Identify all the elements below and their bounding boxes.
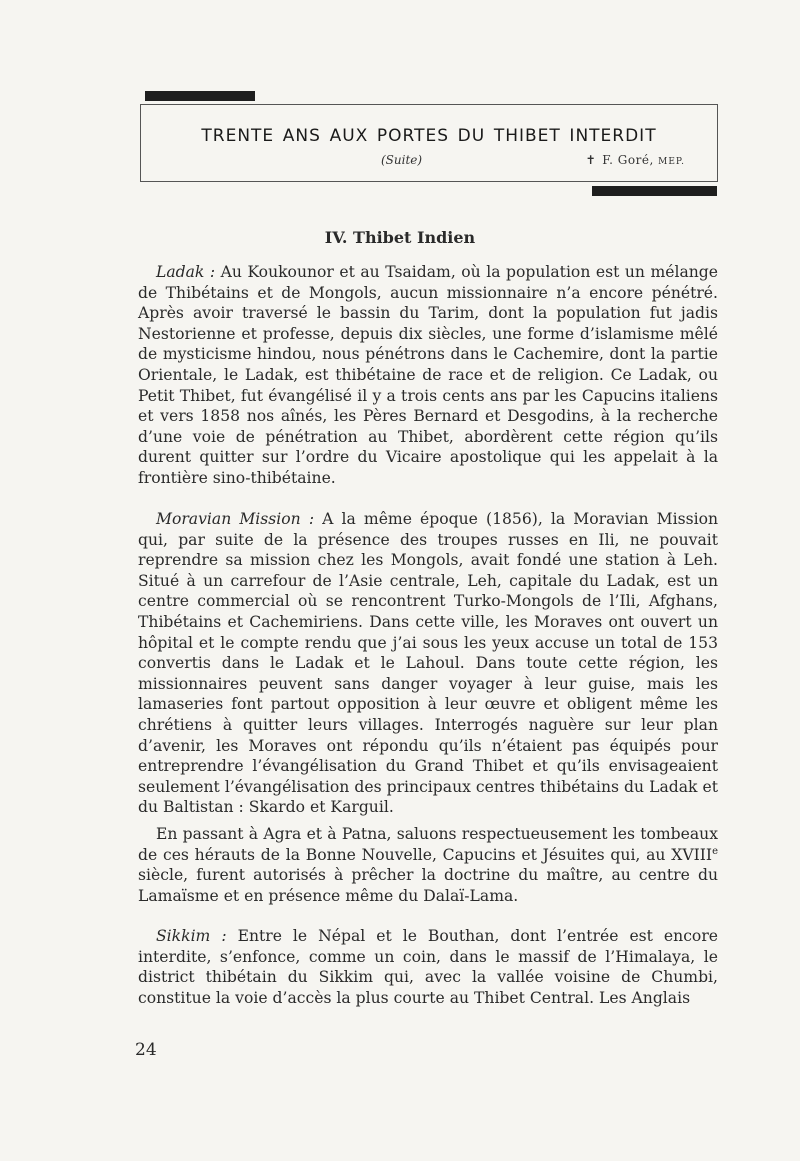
paragraph-lead: Moravian Mission : xyxy=(156,510,315,528)
header-decor-bar-top xyxy=(145,91,255,101)
paragraph-body: Au Koukounor et au Tsaidam, où la population est un mélange de Thibétains et de Mongols, aucun missionnaire n’a encore pénétré. Après avoir traversé le bassin du Tarim, dont la population fut jadis Nestorienne et professe, depuis dix siècles, une forme d’islamisme mêlé de mysticisme hindou, nous pénétrons dans le Cachemire, dont la partie Orientale, le Ladak, est thibétaine de race et de religion. Ce Ladak, ou Petit Thibet, fut évangélisé il y a trois cents ans par les Capucins italiens et vers 1858 nos aînés, les Pères Bernard et Desgodins, à la recherche d’une voie de pénétration au Thibet, abordèrent cette région qu’ils durent quitter sur l’ordre du Vicaire apostolique qui les appelait à la frontière sino-thibétaine. xyxy=(138,263,718,487)
section-title: IV. Thibet Indien xyxy=(324,228,476,247)
paragraph-agra-patna xyxy=(138,824,718,906)
body-text-block-1 xyxy=(138,262,718,489)
paragraph-lead: Ladak : xyxy=(156,263,216,281)
author-name: F. Goré, xyxy=(602,153,654,167)
paragraph-lead: Sikkim : xyxy=(156,927,227,945)
article-author xyxy=(586,153,685,167)
paragraph-ladak xyxy=(138,262,718,489)
superscript: e xyxy=(712,845,718,857)
page-number: 24 xyxy=(135,1040,157,1060)
header-decor-bar-bottom xyxy=(592,186,717,196)
paragraph-moravian xyxy=(138,509,718,818)
article-title: trente ans aux portes du thibet interdit xyxy=(201,119,657,147)
paragraph-body: A la même époque (1856), la Moravian Mission qui, par suite de la présence des troupes russes en Ili, ne pouvait reprendre sa mission chez les Mongols, avait fondé une station à Leh. Situé à un carrefour de l’Asie centrale, Leh, capitale du Ladak, est un centre commercial où se rencontrent Turko-Mongols de l’Ili, Afghans, Thibétains et Cachemiriens. Dans cette ville, les Moraves ont ouvert un hôpital et le compte rendu que j’ai sous les yeux accuse un total de 153 convertis dans le Ladak et le Lahoul. Dans toute cette région, les missionnaires peuvent sans danger voyager à leur guise, mais les lamaseries font partout opposition à leur œuvre et obligent même les chrétiens à quitter leurs villages. Interrogés naguère sur leur plan d’avenir, les Moraves ont répondu qu’ils n’étaient pas équipés pour entreprendre l’évangélisation du Grand Thibet et qu’ils envisageaient seulement l’évangélisation des principaux centres thibétains du Ladak et du Baltistan : Skardo et Karguil. xyxy=(138,510,718,817)
body-text-block-2 xyxy=(138,509,718,906)
paragraph-sikkim xyxy=(138,926,718,1008)
paragraph-body: siècle, furent autorisés à prêcher la doctrine du maître, au centre du Lamaïsme et en présence même du Dalaï-Lama. xyxy=(138,866,718,905)
body-text-block-3 xyxy=(138,926,718,1008)
article-header-box xyxy=(140,104,718,182)
cross-icon: ✝ xyxy=(585,153,597,167)
author-suffix: MEP. xyxy=(658,157,685,167)
paragraph-body: En passant à Agra et à Patna, saluons respectueusement les tombeaux de ces hérauts de la Bonne Nouvelle, Capucins et Jésuites qui, au XVIII xyxy=(138,824,718,864)
paragraph-body: Entre le Népal et le Bouthan, dont l’entrée est encore interdite, s’enfonce, comme un coin, dans le massif de l’Himalaya, le district thibétain du Sikkim qui, avec la vallée voisine de Chumbi, constitue la voie d’accès la plus courte au Thibet Central. Les Anglais xyxy=(138,927,718,1007)
article-suite: (Suite) xyxy=(381,153,423,167)
